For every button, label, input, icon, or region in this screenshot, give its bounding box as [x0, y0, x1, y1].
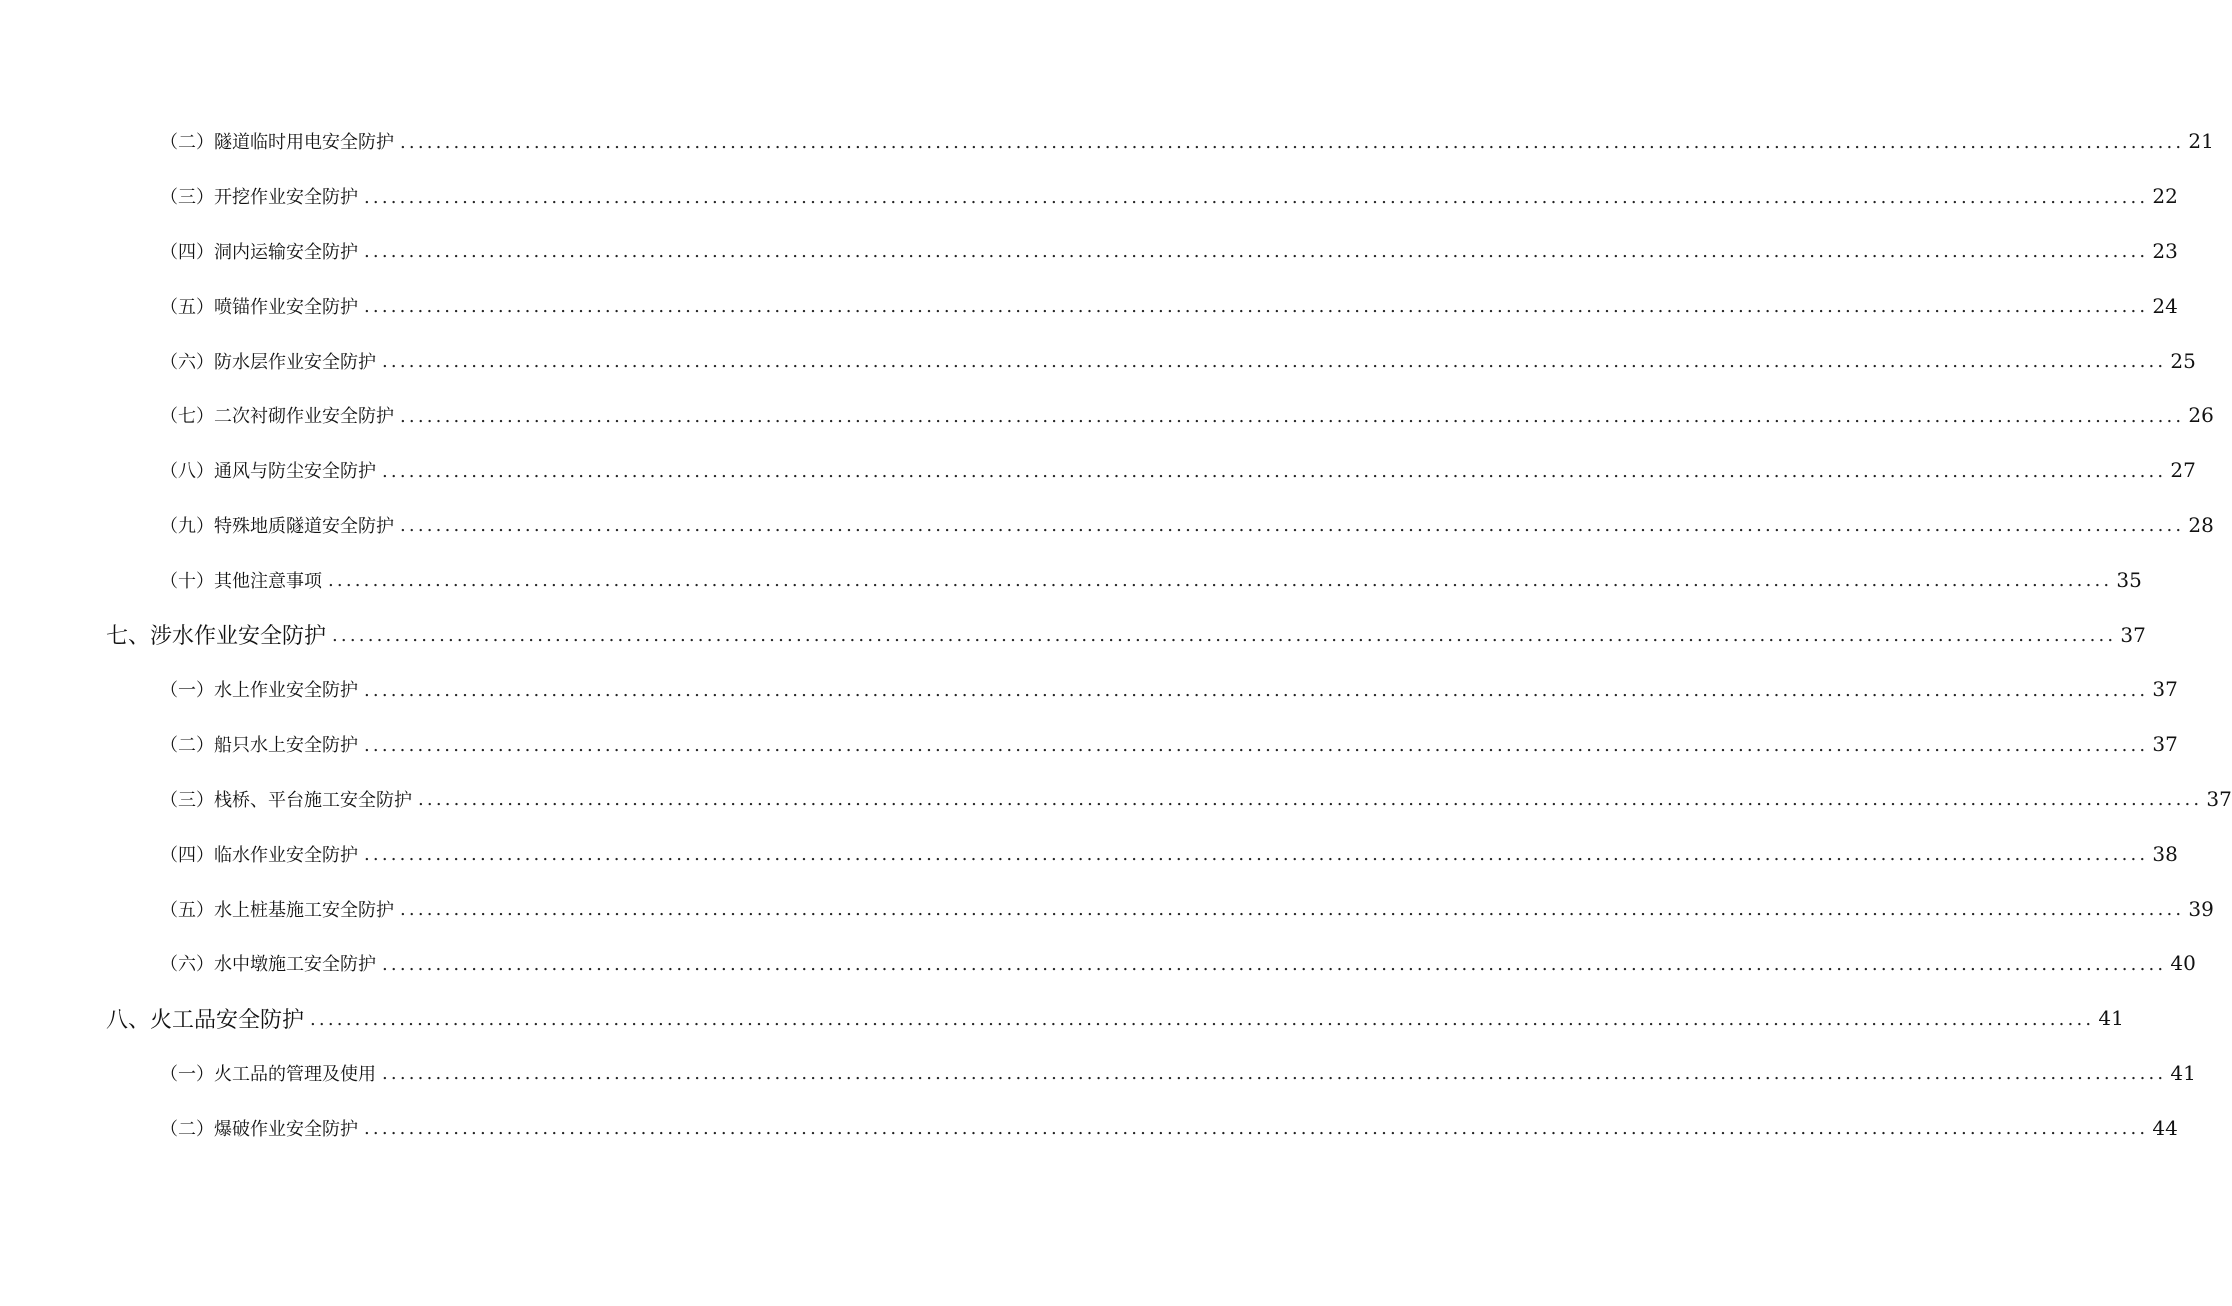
toc-page-number: 24 — [2152, 293, 2178, 318]
toc-leader-dots: ........................................................................................................................................................................................................ — [310, 1008, 2095, 1030]
toc-leader-dots: ........................................................................................................................................................................................................ — [332, 625, 2117, 647]
toc-entry-label: （七）二次衬砌作业安全防护 — [160, 406, 394, 428]
toc-section-entry[interactable] — [0, 662, 2178, 717]
toc-entry-label: （三）栈桥、平台施工安全防护 — [160, 789, 412, 811]
toc-page-number: 41 — [2170, 1060, 2196, 1085]
toc-entry-label: （二）爆破作业安全防护 — [160, 1118, 358, 1140]
toc-page-number: 26 — [2188, 403, 2214, 428]
toc-entry-label: （一）水上作业安全防护 — [160, 680, 358, 702]
toc-leader-dots: ........................................................................................................................................................................................................ — [364, 844, 2149, 866]
toc-entry-label: （五）喷锚作业安全防护 — [160, 296, 358, 318]
toc-page-number: 21 — [2188, 129, 2214, 154]
toc-page-number: 25 — [2170, 348, 2196, 373]
toc-page-number: 35 — [2116, 567, 2142, 592]
table-of-contents — [0, 114, 2232, 1155]
toc-section-entry[interactable] — [0, 1046, 2196, 1101]
toc-section-entry[interactable] — [0, 333, 2196, 388]
toc-entry-label: （一）火工品的管理及使用 — [160, 1063, 376, 1085]
toc-entry-label: （二）船只水上安全防护 — [160, 735, 358, 757]
toc-leader-dots: ........................................................................................................................................................................................................ — [364, 296, 2149, 318]
toc-leader-dots: ........................................................................................................................................................................................................ — [382, 953, 2167, 975]
toc-section-entry[interactable] — [0, 826, 2178, 881]
toc-page-number: 28 — [2188, 512, 2214, 537]
toc-entry-label: （五）水上桩基施工安全防护 — [160, 899, 394, 921]
toc-page-number: 27 — [2170, 458, 2196, 483]
toc-page-number: 23 — [2152, 238, 2178, 263]
toc-page-number: 37 — [2152, 677, 2178, 702]
toc-leader-dots: ........................................................................................................................................................................................................ — [382, 1063, 2167, 1085]
toc-section-entry[interactable] — [0, 881, 2214, 936]
toc-leader-dots: ........................................................................................................................................................................................................ — [400, 405, 2185, 427]
toc-entry-label: （二）隧道临时用电安全防护 — [160, 132, 394, 154]
toc-leader-dots: ........................................................................................................................................................................................................ — [364, 734, 2149, 756]
toc-section-entry[interactable] — [0, 114, 2214, 169]
toc-entry-label: （六）水中墩施工安全防护 — [160, 954, 376, 976]
toc-entry-label: （四）洞内运输安全防护 — [160, 241, 358, 263]
toc-page-number: 37 — [2152, 732, 2178, 757]
toc-section-entry[interactable] — [0, 717, 2178, 772]
toc-entry-label: （四）临水作业安全防护 — [160, 844, 358, 866]
toc-page-number: 39 — [2188, 896, 2214, 921]
toc-leader-dots: ........................................................................................................................................................................................................ — [382, 460, 2167, 482]
toc-section-entry[interactable] — [0, 224, 2178, 279]
toc-leader-dots: ........................................................................................................................................................................................................ — [382, 351, 2167, 373]
toc-entry-label: （十）其他注意事项 — [160, 570, 322, 592]
toc-section-entry[interactable] — [0, 936, 2196, 991]
toc-leader-dots: ........................................................................................................................................................................................................ — [418, 789, 2203, 811]
toc-page-number: 37 — [2120, 622, 2146, 647]
toc-leader-dots: ........................................................................................................................................................................................................ — [328, 570, 2113, 592]
toc-section-entry[interactable] — [0, 388, 2214, 443]
toc-page-number: 40 — [2170, 951, 2196, 976]
toc-section-entry[interactable] — [0, 552, 2142, 607]
toc-entry-label: （九）特殊地质隧道安全防护 — [160, 515, 394, 537]
toc-leader-dots: ........................................................................................................................................................................................................ — [364, 1118, 2149, 1140]
toc-section-entry[interactable] — [0, 498, 2214, 553]
toc-leader-dots: ........................................................................................................................................................................................................ — [400, 131, 2185, 153]
toc-entry-label: 八、火工品安全防护 — [106, 1007, 305, 1033]
toc-section-entry[interactable] — [0, 169, 2178, 224]
toc-page-number: 41 — [2098, 1006, 2124, 1031]
toc-entry-label: 七、涉水作业安全防护 — [106, 624, 327, 650]
toc-leader-dots: ........................................................................................................................................................................................................ — [400, 515, 2185, 537]
toc-section-entry[interactable] — [0, 278, 2178, 333]
toc-entry-label: （八）通风与防尘安全防护 — [160, 461, 376, 483]
toc-leader-dots: ........................................................................................................................................................................................................ — [400, 899, 2185, 921]
toc-section-entry[interactable] — [0, 772, 2232, 827]
toc-leader-dots: ........................................................................................................................................................................................................ — [364, 679, 2149, 701]
toc-page-number: 22 — [2152, 184, 2178, 209]
toc-leader-dots: ........................................................................................................................................................................................................ — [364, 186, 2149, 208]
toc-page-number: 37 — [2206, 786, 2232, 811]
toc-section-entry[interactable] — [0, 1100, 2178, 1155]
toc-chapter-entry[interactable] — [0, 991, 2124, 1046]
toc-section-entry[interactable] — [0, 443, 2196, 498]
toc-chapter-entry[interactable] — [0, 607, 2146, 662]
toc-page-number: 38 — [2152, 841, 2178, 866]
toc-leader-dots: ........................................................................................................................................................................................................ — [364, 241, 2149, 263]
toc-entry-label: （三）开挖作业安全防护 — [160, 187, 358, 209]
toc-entry-label: （六）防水层作业安全防护 — [160, 351, 376, 373]
toc-page-number: 44 — [2152, 1115, 2178, 1140]
